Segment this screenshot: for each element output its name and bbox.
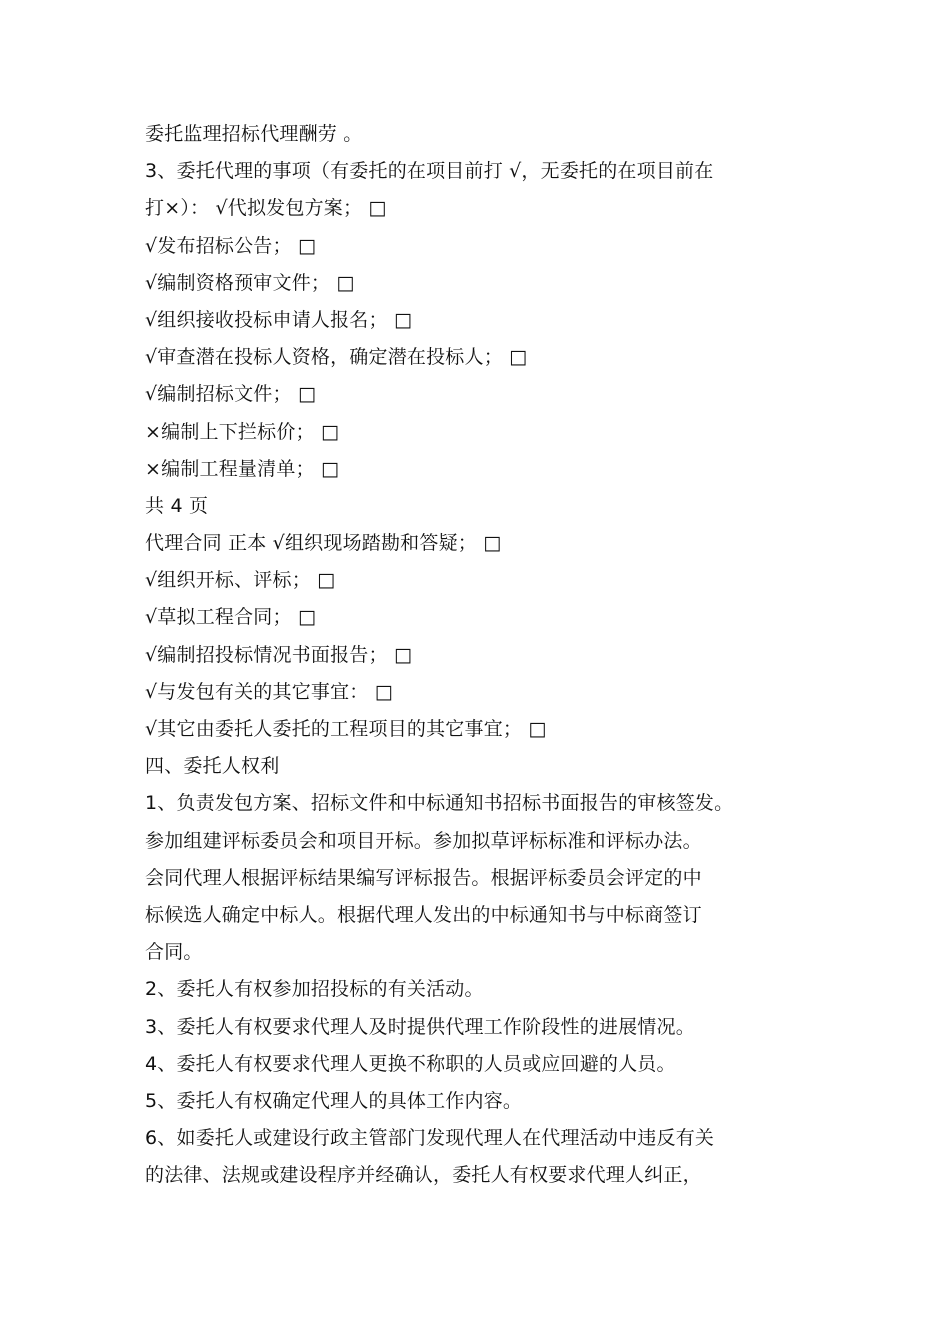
text-line: 的法律、法规或建设程序并经确认，委托人有权要求代理人纠正， — [145, 1164, 702, 1187]
checklist-item: √与发包有关的其它事宜： □ — [145, 680, 393, 703]
checklist-item: ×编制上下拦标价； □ — [145, 420, 340, 443]
checklist-item: 代理合同 正本 √组织现场踏勘和答疑； □ — [145, 532, 502, 555]
checklist-item: √编制招投标情况书面报告； □ — [145, 643, 413, 666]
checklist-item: ×编制工程量清单； □ — [145, 457, 340, 480]
text-line: 委托监理招标代理酬劳 。 — [145, 123, 363, 145]
checklist-item: √其它由委托人委托的工程项目的其它事宜； □ — [145, 718, 547, 740]
page-count: 共 4 页 — [145, 494, 209, 517]
text-line: 6、如委托人或建设行政主管部门发现代理人在代理活动中违反有关 — [145, 1127, 715, 1150]
text-line: 参加组建评标委员会和项目开标。参加拟草评标标准和评标办法。 — [145, 829, 702, 852]
text-line: 标候选人确定中标人。根据代理人发出的中标通知书与中标商签订 — [145, 903, 702, 926]
text-line: 打×）： √代拟发包方案； □ — [145, 197, 387, 220]
section-heading: 四、委托人权利 — [145, 755, 280, 778]
checklist-item: √草拟工程合同； □ — [145, 606, 317, 629]
checklist-item: √编制资格预审文件； □ — [145, 271, 355, 294]
text-line: 2、委托人有权参加招投标的有关活动。 — [145, 978, 484, 1001]
checklist-item: √组织开标、评标； □ — [145, 569, 336, 592]
text-line: 合同。 — [145, 941, 203, 964]
checklist-item: √审查潜在投标人资格，确定潜在投标人； □ — [145, 346, 528, 369]
text-line: 3、委托代理的事项（有委托的在项目前打 √，无委托的在项目前在 — [145, 160, 714, 183]
document-body — [145, 116, 835, 1194]
text-line: 会同代理人根据评标结果编写评标报告。根据评标委员会评定的中 — [145, 866, 702, 889]
text-line: 3、委托人有权要求代理人及时提供代理工作阶段性的进展情况。 — [145, 1015, 695, 1038]
checklist-item: √组织接收投标申请人报名； □ — [145, 308, 413, 331]
text-line: 5、委托人有权确定代理人的具体工作内容。 — [145, 1089, 523, 1112]
text-line: 1、负责发包方案、招标文件和中标通知书招标书面报告的审核签发。 — [145, 792, 734, 815]
checklist-item: √发布招标公告； □ — [145, 234, 317, 257]
text-line: 4、委托人有权要求代理人更换不称职的人员或应回避的人员。 — [145, 1052, 676, 1075]
checklist-item: √编制招标文件； □ — [145, 383, 317, 406]
